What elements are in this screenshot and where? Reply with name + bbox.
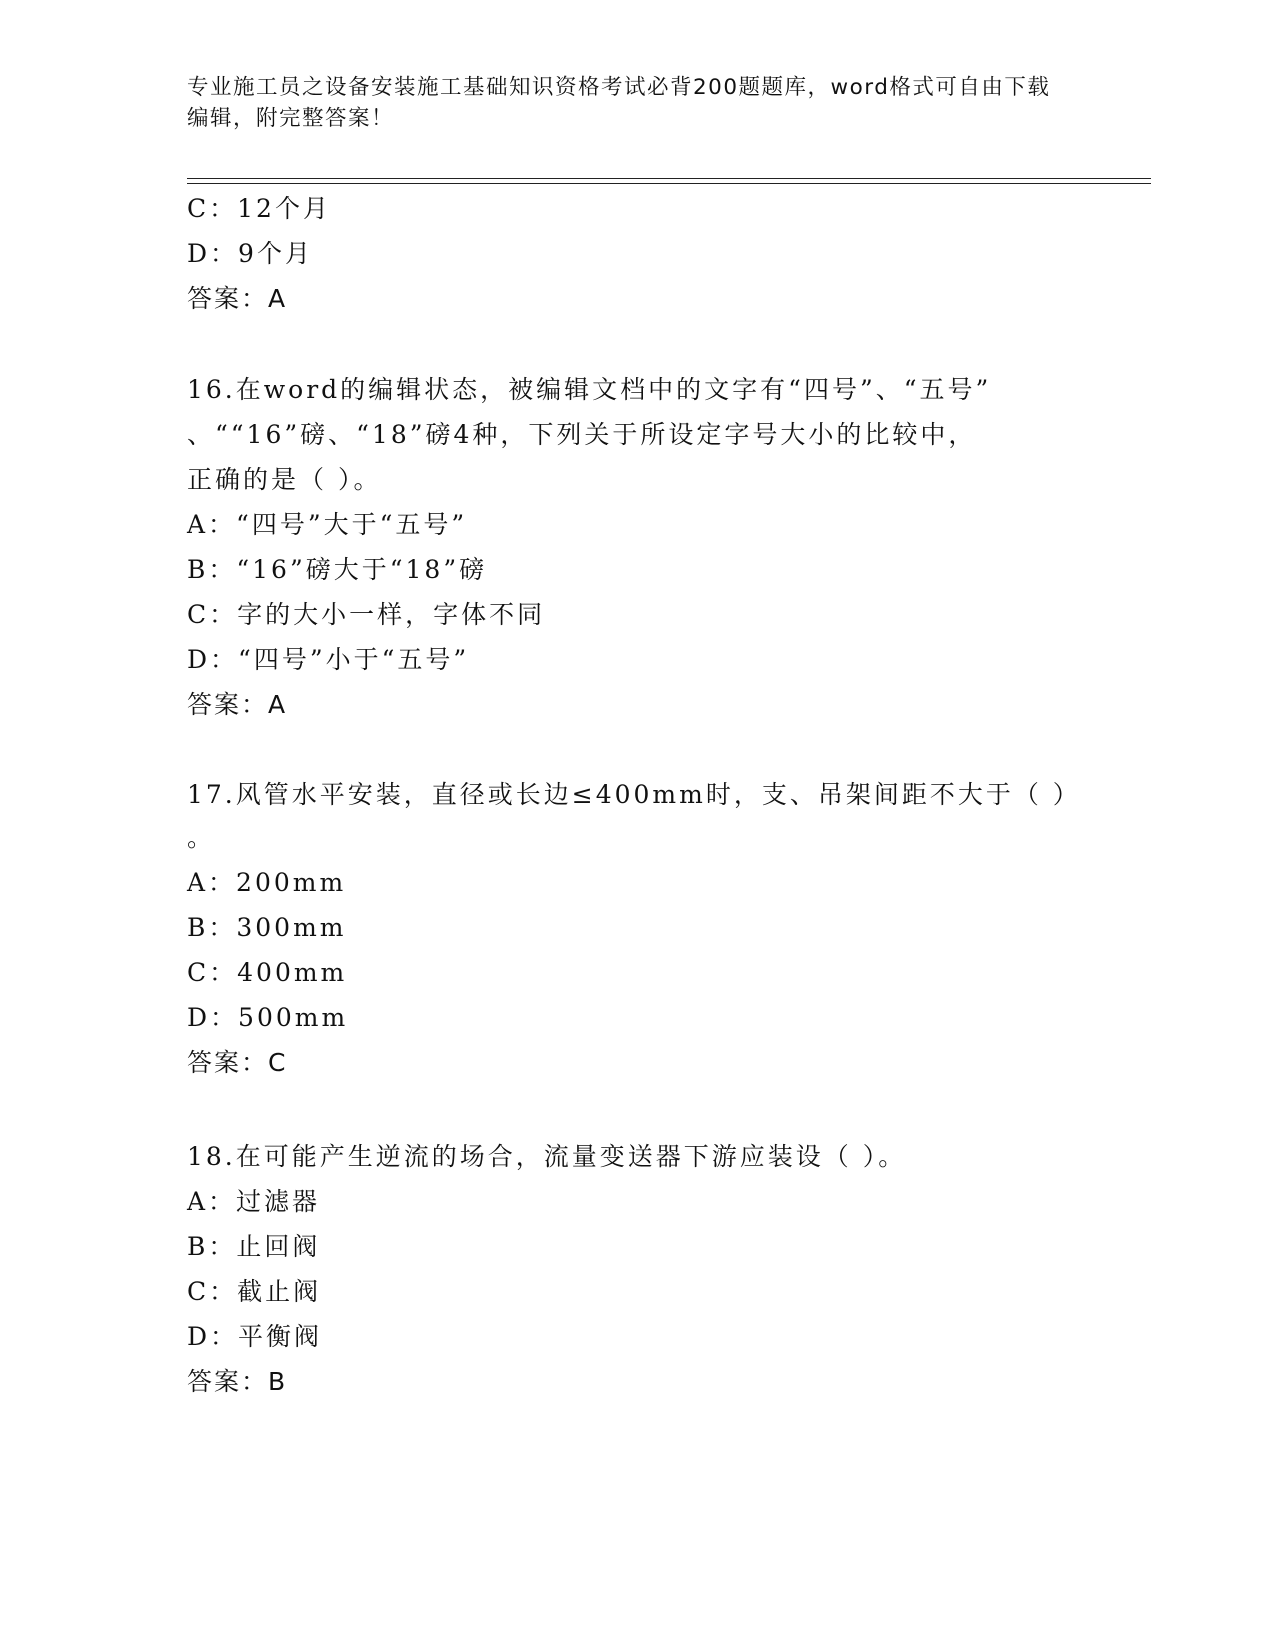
q17-option-b: B：300mm	[187, 913, 347, 942]
q18-stem-line1: 18.在可能产生逆流的场合，流量变送器下游应装设（ ）。	[187, 1142, 907, 1171]
prev-option-c: C：12个月	[187, 194, 331, 223]
q18-option-b: B：止回阀	[187, 1232, 321, 1261]
header-divider-top	[187, 178, 1151, 179]
q17-option-c: C：400mm	[187, 958, 348, 987]
q17-stem-line1: 17.风管水平安装，直径或长边≤400mm时，支、吊架间距不大于（ ）	[187, 780, 1081, 809]
q16-stem-line2: 、““16”磅、“18”磅4种，下列关于所设定字号大小的比较中，	[187, 420, 977, 449]
q17-answer: 答案：C	[187, 1048, 288, 1077]
q17-option-d: D：500mm	[187, 1003, 349, 1032]
q18-answer: 答案：B	[187, 1367, 288, 1396]
q18-option-d: D：平衡阀	[187, 1322, 323, 1351]
header-divider-bottom	[187, 183, 1151, 184]
q17-stem-line2: 。	[187, 823, 216, 852]
q16-option-a: A：“四号”大于“五号”	[187, 510, 468, 539]
q16-option-d: D：“四号”小于“五号”	[187, 645, 470, 674]
prev-answer: 答案：A	[187, 284, 288, 313]
document-header: 专业施工员之设备安装施工基础知识资格考试必背200题题库，word格式可自由下载编辑，附完整答案！	[187, 75, 1051, 131]
q16-option-b: B：“16”磅大于“18”磅	[187, 555, 488, 584]
q18-option-c: C：截止阀	[187, 1277, 322, 1306]
q16-stem-line3: 正确的是（ ）。	[187, 465, 382, 494]
q16-answer: 答案：A	[187, 690, 288, 719]
prev-option-d: D：9个月	[187, 239, 313, 268]
q16-stem-line1: 16.在word的编辑状态，被编辑文档中的文字有“四号”、“五号”	[187, 375, 992, 404]
q17-option-a: A：200mm	[187, 868, 347, 897]
q16-option-c: C：字的大小一样，字体不同	[187, 600, 546, 629]
q18-option-a: A：过滤器	[187, 1187, 321, 1216]
